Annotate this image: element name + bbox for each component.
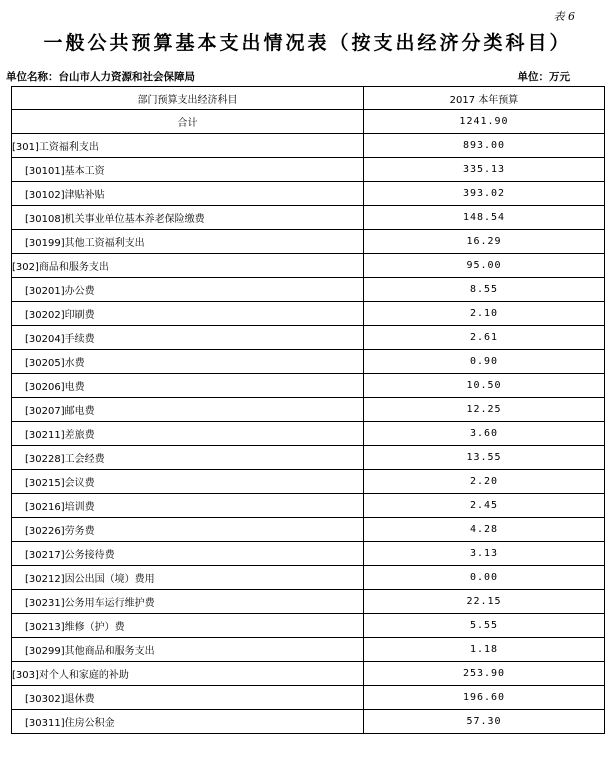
table-row	[12, 638, 605, 662]
row-budget-value: 196.60	[364, 686, 605, 710]
row-budget-value: 2.61	[364, 326, 605, 350]
table-row	[12, 206, 605, 230]
row-subject: 合计	[12, 110, 364, 134]
row-subject: [30199]其他工资福利支出	[12, 230, 364, 254]
unit-name: 单位名称：台山市人力资源和社会保障局	[6, 71, 195, 83]
row-subject: [30216]培训费	[12, 494, 364, 518]
row-budget-value: 13.55	[364, 446, 605, 470]
table-row	[12, 590, 605, 614]
row-subject: [30226]劳务费	[12, 518, 364, 542]
row-budget-value: 393.02	[364, 182, 605, 206]
table-row	[12, 254, 605, 278]
row-budget-value: 335.13	[364, 158, 605, 182]
row-subject: [30201]办公费	[12, 278, 364, 302]
table-row	[12, 686, 605, 710]
row-subject: [30205]水费	[12, 350, 364, 374]
meta-row	[6, 69, 570, 83]
row-budget-value: 16.29	[364, 230, 605, 254]
page-title: 一般公共预算基本支出情况表（按支出经济分类科目）	[43, 32, 572, 54]
table-row	[12, 662, 605, 686]
table-row	[12, 710, 605, 734]
row-subject: [30217]公务接待费	[12, 542, 364, 566]
row-subject: [30204]手续费	[12, 326, 364, 350]
table-row	[12, 230, 605, 254]
row-subject: [302]商品和服务支出	[12, 254, 364, 278]
row-budget-value: 10.50	[364, 374, 605, 398]
row-budget-value: 4.28	[364, 518, 605, 542]
table-row	[12, 278, 605, 302]
row-budget-value: 0.90	[364, 350, 605, 374]
unit-measure: 单位：万元	[517, 71, 570, 83]
row-budget-value: 0.00	[364, 566, 605, 590]
row-budget-value: 253.90	[364, 662, 605, 686]
table-row	[12, 302, 605, 326]
table-row	[12, 398, 605, 422]
row-budget-value: 148.54	[364, 206, 605, 230]
row-subject: [301]工资福利支出	[12, 134, 364, 158]
table-row	[12, 158, 605, 182]
row-budget-value: 2.45	[364, 494, 605, 518]
row-subject: [30211]差旅费	[12, 422, 364, 446]
row-budget-value: 5.55	[364, 614, 605, 638]
row-budget-value: 2.20	[364, 470, 605, 494]
table-row	[12, 422, 605, 446]
row-subject: [30108]机关事业单位基本养老保险缴费	[12, 206, 364, 230]
row-budget-value: 893.00	[364, 134, 605, 158]
row-budget-value: 95.00	[364, 254, 605, 278]
row-subject: [303]对个人和家庭的补助	[12, 662, 364, 686]
row-subject: [30213]维修（护）费	[12, 614, 364, 638]
table-row	[12, 134, 605, 158]
table-row	[12, 350, 605, 374]
row-subject: [30228]工会经费	[12, 446, 364, 470]
row-subject: [30202]印刷费	[12, 302, 364, 326]
row-subject: [30102]津贴补贴	[12, 182, 364, 206]
table-header-row	[12, 87, 605, 110]
row-budget-value: 12.25	[364, 398, 605, 422]
header-subject: 部门预算支出经济科目	[12, 87, 364, 110]
row-budget-value: 8.55	[364, 278, 605, 302]
table-row	[12, 110, 605, 134]
table-row	[12, 446, 605, 470]
table-row	[12, 182, 605, 206]
budget-table	[11, 86, 605, 734]
header-budget: 2017 本年预算	[364, 87, 605, 110]
row-budget-value: 57.30	[364, 710, 605, 734]
row-budget-value: 3.13	[364, 542, 605, 566]
row-budget-value: 1.18	[364, 638, 605, 662]
row-budget-value: 2.10	[364, 302, 605, 326]
row-subject: [30206]电费	[12, 374, 364, 398]
row-subject: [30101]基本工资	[12, 158, 364, 182]
row-subject: [30231]公务用车运行维护费	[12, 590, 364, 614]
page-number: 表 6	[553, 10, 575, 23]
row-budget-value: 3.60	[364, 422, 605, 446]
table-row	[12, 614, 605, 638]
table-row	[12, 566, 605, 590]
row-budget-value: 22.15	[364, 590, 605, 614]
row-subject: [30299]其他商品和服务支出	[12, 638, 364, 662]
table-row	[12, 494, 605, 518]
row-subject: [30311]住房公积金	[12, 710, 364, 734]
table-body	[12, 110, 605, 734]
table-row	[12, 374, 605, 398]
row-budget-value: 1241.90	[364, 110, 605, 134]
row-subject: [30207]邮电费	[12, 398, 364, 422]
row-subject: [30302]退休费	[12, 686, 364, 710]
table-row	[12, 470, 605, 494]
table-row	[12, 542, 605, 566]
row-subject: [30215]会议费	[12, 470, 364, 494]
table-row	[12, 518, 605, 542]
table-row	[12, 326, 605, 350]
row-subject: [30212]因公出国（境）费用	[12, 566, 364, 590]
